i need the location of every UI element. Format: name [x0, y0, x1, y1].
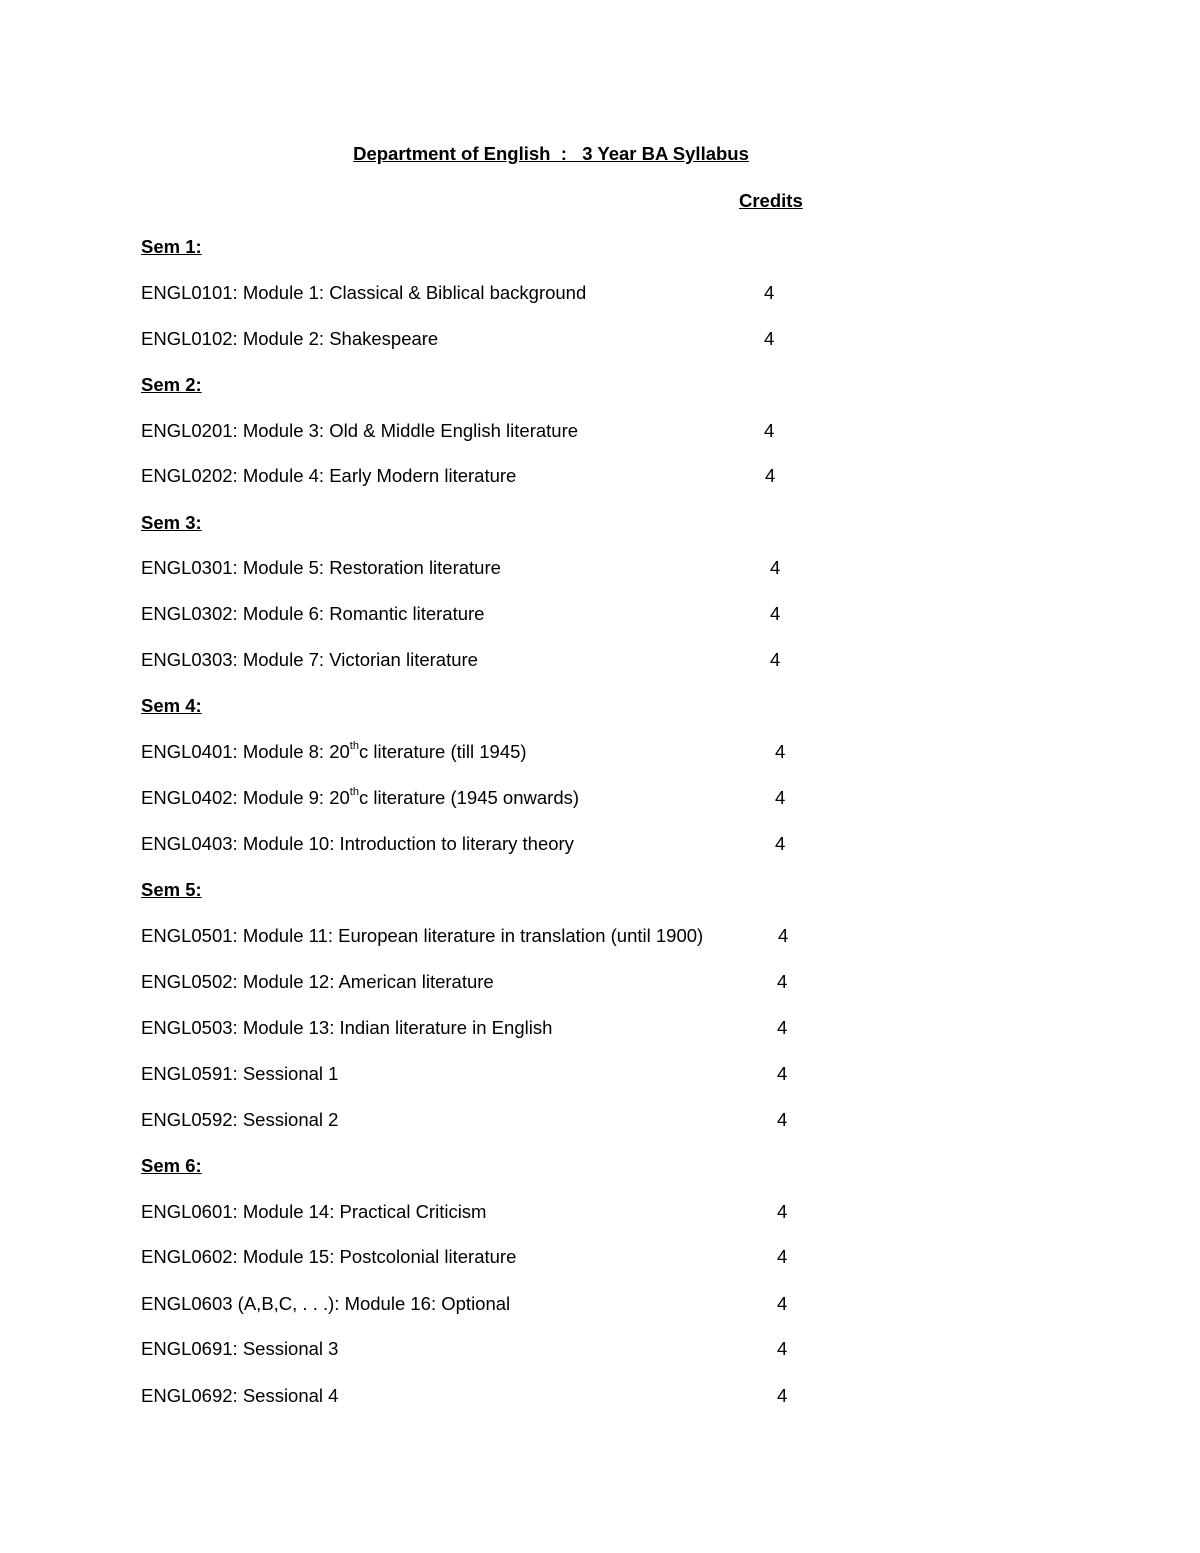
semester-heading: Sem 5:: [141, 879, 202, 900]
course-line: ENGL0503: Module 13: Indian literature in English: [141, 1017, 553, 1038]
course-credits: 4: [764, 328, 775, 349]
course-credits: 4: [777, 1109, 788, 1130]
course-credits: 4: [770, 603, 781, 624]
course-line: ENGL0592: Sessional 2: [141, 1109, 339, 1130]
course-line: ENGL0602: Module 15: Postcolonial literature: [141, 1246, 517, 1267]
semester-heading: Sem 1:: [141, 236, 202, 257]
course-credits: 4: [778, 925, 789, 946]
course-credits: 4: [770, 649, 781, 670]
course-credits: 4: [775, 741, 786, 762]
course-line: ENGL0692: Sessional 4: [141, 1385, 339, 1406]
course-credits: 4: [770, 557, 781, 578]
semester-heading: Sem 4:: [141, 695, 202, 716]
course-line: ENGL0501: Module 11: European literature in translation (until 1900): [141, 925, 704, 946]
semester-heading: Sem 3:: [141, 512, 202, 533]
course-credits: 4: [764, 282, 775, 303]
course-credits: 4: [775, 833, 786, 854]
course-line: ENGL0601: Module 14: Practical Criticism: [141, 1201, 487, 1222]
course-credits: 4: [777, 1063, 788, 1084]
course-credits: 4: [775, 787, 786, 808]
course-line: ENGL0201: Module 3: Old & Middle English literature: [141, 420, 579, 441]
course-credits: 4: [765, 465, 776, 486]
course-line: ENGL0202: Module 4: Early Modern literature: [141, 465, 517, 486]
course-text-suffix: c literature (till 1945): [358, 741, 527, 762]
course-text-prefix: ENGL0402: Module 9: 20: [141, 787, 350, 808]
course-line: ENGL0302: Module 6: Romantic literature: [141, 603, 485, 624]
course-credits: 4: [777, 971, 788, 992]
course-credits: 4: [777, 1338, 788, 1359]
course-line: ENGL0101: Module 1: Classical & Biblical background: [141, 282, 587, 303]
course-credits: 4: [777, 1293, 788, 1314]
course-line: ENGL0102: Module 2: Shakespeare: [141, 328, 439, 349]
course-credits: 4: [777, 1201, 788, 1222]
credits-column-header: Credits: [739, 190, 803, 211]
semester-heading: Sem 6:: [141, 1155, 202, 1176]
course-line: [141, 786, 579, 810]
course-credits: 4: [777, 1017, 788, 1038]
course-line: ENGL0502: Module 12: American literature: [141, 971, 494, 992]
page-title: Department of English : 3 Year BA Syllabus: [353, 143, 749, 164]
course-line: ENGL0591: Sessional 1: [141, 1063, 339, 1084]
course-line: [141, 740, 527, 764]
course-line: ENGL0691: Sessional 3: [141, 1338, 339, 1359]
ordinal-superscript: th: [349, 739, 359, 752]
course-credits: 4: [777, 1246, 788, 1267]
course-text-suffix: c literature (1945 onwards): [358, 787, 580, 808]
course-line: ENGL0403: Module 10: Introduction to literary theory: [141, 833, 574, 854]
course-credits: 4: [764, 420, 775, 441]
semester-heading: Sem 2:: [141, 374, 202, 395]
course-line: ENGL0603 (A,B,C, . . .): Module 16: Optional: [141, 1293, 511, 1314]
course-line: ENGL0303: Module 7: Victorian literature: [141, 649, 478, 670]
course-line: ENGL0301: Module 5: Restoration literature: [141, 557, 501, 578]
ordinal-superscript: th: [349, 785, 359, 798]
course-credits: 4: [777, 1385, 788, 1406]
course-text-prefix: ENGL0401: Module 8: 20: [141, 741, 350, 762]
